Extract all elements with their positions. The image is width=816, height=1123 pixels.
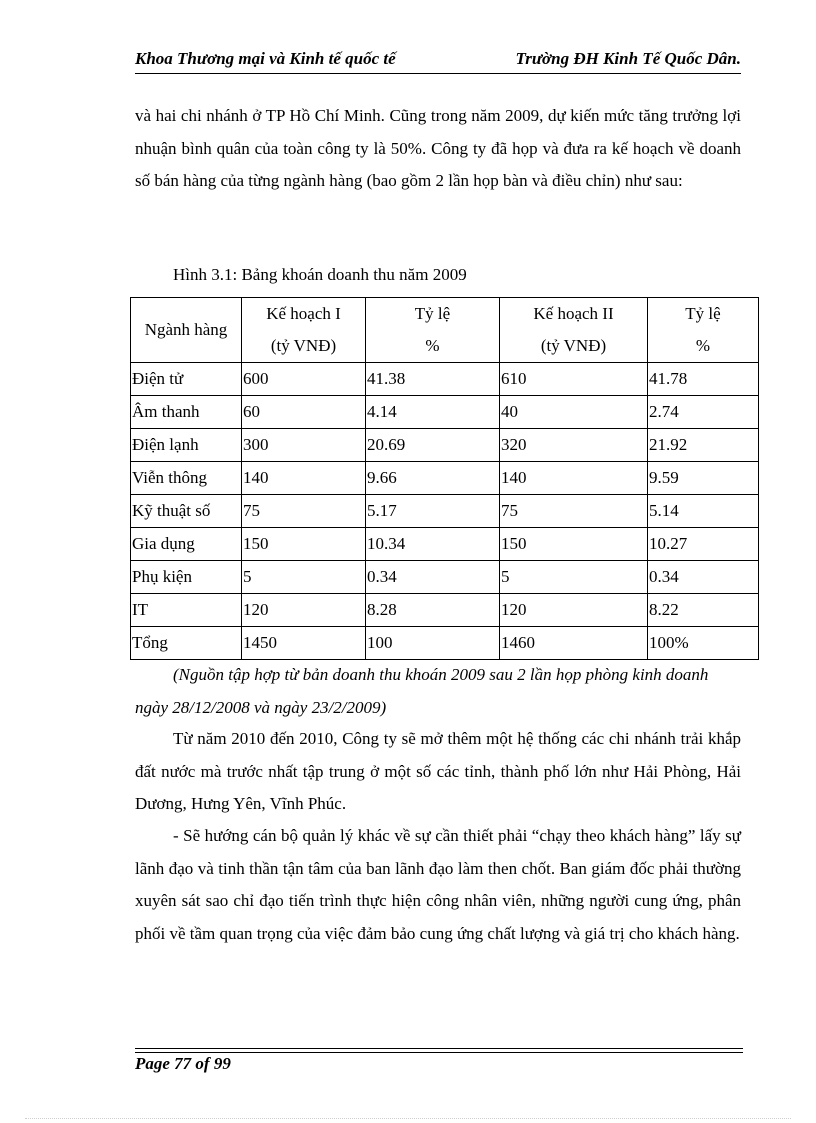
header-faculty: Khoa Thương mại và Kinh tế quốc tế	[135, 49, 396, 68]
cell-plan-1: 5	[242, 561, 366, 594]
cell-industry: Gia dụng	[131, 528, 242, 561]
cell-ratio-2: 100%	[648, 627, 759, 660]
table-source-note: (Nguồn tập hợp từ bản doanh thu khoán 2009 sau 2 lần họp phòng kinh doanh ngày 28/12/2008 và ngày 23/2/2009)	[135, 665, 709, 717]
cell-plan-2: 140	[500, 462, 648, 495]
page-header	[135, 46, 741, 76]
cell-industry: Âm thanh	[131, 396, 242, 429]
header-university: Trường ĐH Kinh Tế Quốc Dân.	[515, 49, 741, 68]
table-row	[131, 363, 759, 396]
page-edge-divider	[25, 1118, 791, 1119]
cell-ratio-1: 41.38	[366, 363, 500, 396]
page-number: Page 77 of 99	[135, 1054, 231, 1073]
table-row	[131, 396, 759, 429]
cell-plan-2: 1460	[500, 627, 648, 660]
cell-plan-1: 120	[242, 594, 366, 627]
revenue-table	[130, 297, 759, 660]
cell-plan-2: 610	[500, 363, 648, 396]
header-divider	[135, 73, 741, 74]
table-row	[131, 495, 759, 528]
header-ratio-2: Tỷ lệ %	[648, 298, 759, 363]
cell-ratio-1: 4.14	[366, 396, 500, 429]
cell-ratio-1: 0.34	[366, 561, 500, 594]
table-row	[131, 594, 759, 627]
cell-industry: Điện tử	[131, 363, 242, 396]
cell-plan-1: 600	[242, 363, 366, 396]
header-plan-1: Kế hoạch I (tỷ VNĐ)	[242, 298, 366, 363]
footer-divider-top	[135, 1048, 743, 1049]
table-header-row	[131, 298, 759, 363]
header-plan-2: Kế hoạch II (tỷ VNĐ)	[500, 298, 648, 363]
cell-industry: Viễn thông	[131, 462, 242, 495]
paragraph-management-guidance: - Sẽ hướng cán bộ quản lý khác về sự cần thiết phải “chạy theo khách hàng” lấy sự lãnh đạo và tinh thần tận tâm của ban lãnh đạo làm then chốt. Ban giám đốc phải thường xuyên sát sao chỉ đạo tiến trình thực hiện công nhân viên, những người cung ứng, phân phối về tầm quan trọng của việc đảm bảo cung ứng chất lượng và giá trị cho khách hàng.	[135, 826, 741, 943]
cell-industry: Tổng	[131, 627, 242, 660]
cell-ratio-1: 100	[366, 627, 500, 660]
cell-plan-2: 150	[500, 528, 648, 561]
cell-industry: Phụ kiện	[131, 561, 242, 594]
cell-ratio-2: 41.78	[648, 363, 759, 396]
cell-ratio-1: 20.69	[366, 429, 500, 462]
cell-ratio-2: 10.27	[648, 528, 759, 561]
cell-ratio-2: 8.22	[648, 594, 759, 627]
header-industry: Ngành hàng	[131, 298, 242, 363]
table-row	[131, 561, 759, 594]
cell-plan-1: 140	[242, 462, 366, 495]
cell-plan-2: 120	[500, 594, 648, 627]
table-total-row	[131, 627, 759, 660]
cell-plan-2: 75	[500, 495, 648, 528]
table-caption: Hình 3.1: Bảng khoán doanh thu năm 2009	[173, 265, 467, 284]
cell-ratio-2: 21.92	[648, 429, 759, 462]
cell-plan-1: 60	[242, 396, 366, 429]
paragraph-2010-expansion: Từ năm 2010 đến 2010, Công ty sẽ mở thêm một hệ thống các chi nhánh trải khắp đất nước mà trước nhất tập trung ở một số các tỉnh, thành phố lớn như Hải Phòng, Hải Dương, Hưng Yên, Vĩnh Phúc.	[135, 729, 741, 813]
header-ratio-1: Tỷ lệ %	[366, 298, 500, 363]
cell-industry: Điện lạnh	[131, 429, 242, 462]
cell-plan-1: 150	[242, 528, 366, 561]
cell-plan-1: 1450	[242, 627, 366, 660]
cell-plan-2: 40	[500, 396, 648, 429]
cell-ratio-2: 2.74	[648, 396, 759, 429]
cell-plan-1: 75	[242, 495, 366, 528]
table-row	[131, 528, 759, 561]
cell-ratio-1: 8.28	[366, 594, 500, 627]
cell-ratio-1: 9.66	[366, 462, 500, 495]
cell-ratio-1: 5.17	[366, 495, 500, 528]
cell-ratio-1: 10.34	[366, 528, 500, 561]
cell-plan-2: 5	[500, 561, 648, 594]
cell-industry: IT	[131, 594, 242, 627]
cell-industry: Kỹ thuật số	[131, 495, 242, 528]
cell-plan-2: 320	[500, 429, 648, 462]
intro-paragraph: và hai chi nhánh ở TP Hồ Chí Minh. Cũng trong năm 2009, dự kiến mức tăng trưởng lợi nhuận bình quân của toàn công ty là 50%. Công ty đã họp và đưa ra kế hoạch về doanh số bán hàng của từng ngành hàng (bao gồm 2 lần họp bàn và điều chỉn) như sau:	[135, 106, 741, 190]
table-row	[131, 429, 759, 462]
table-row	[131, 462, 759, 495]
cell-ratio-2: 5.14	[648, 495, 759, 528]
cell-plan-1: 300	[242, 429, 366, 462]
cell-ratio-2: 9.59	[648, 462, 759, 495]
cell-ratio-2: 0.34	[648, 561, 759, 594]
footer-divider-bottom	[135, 1052, 743, 1053]
